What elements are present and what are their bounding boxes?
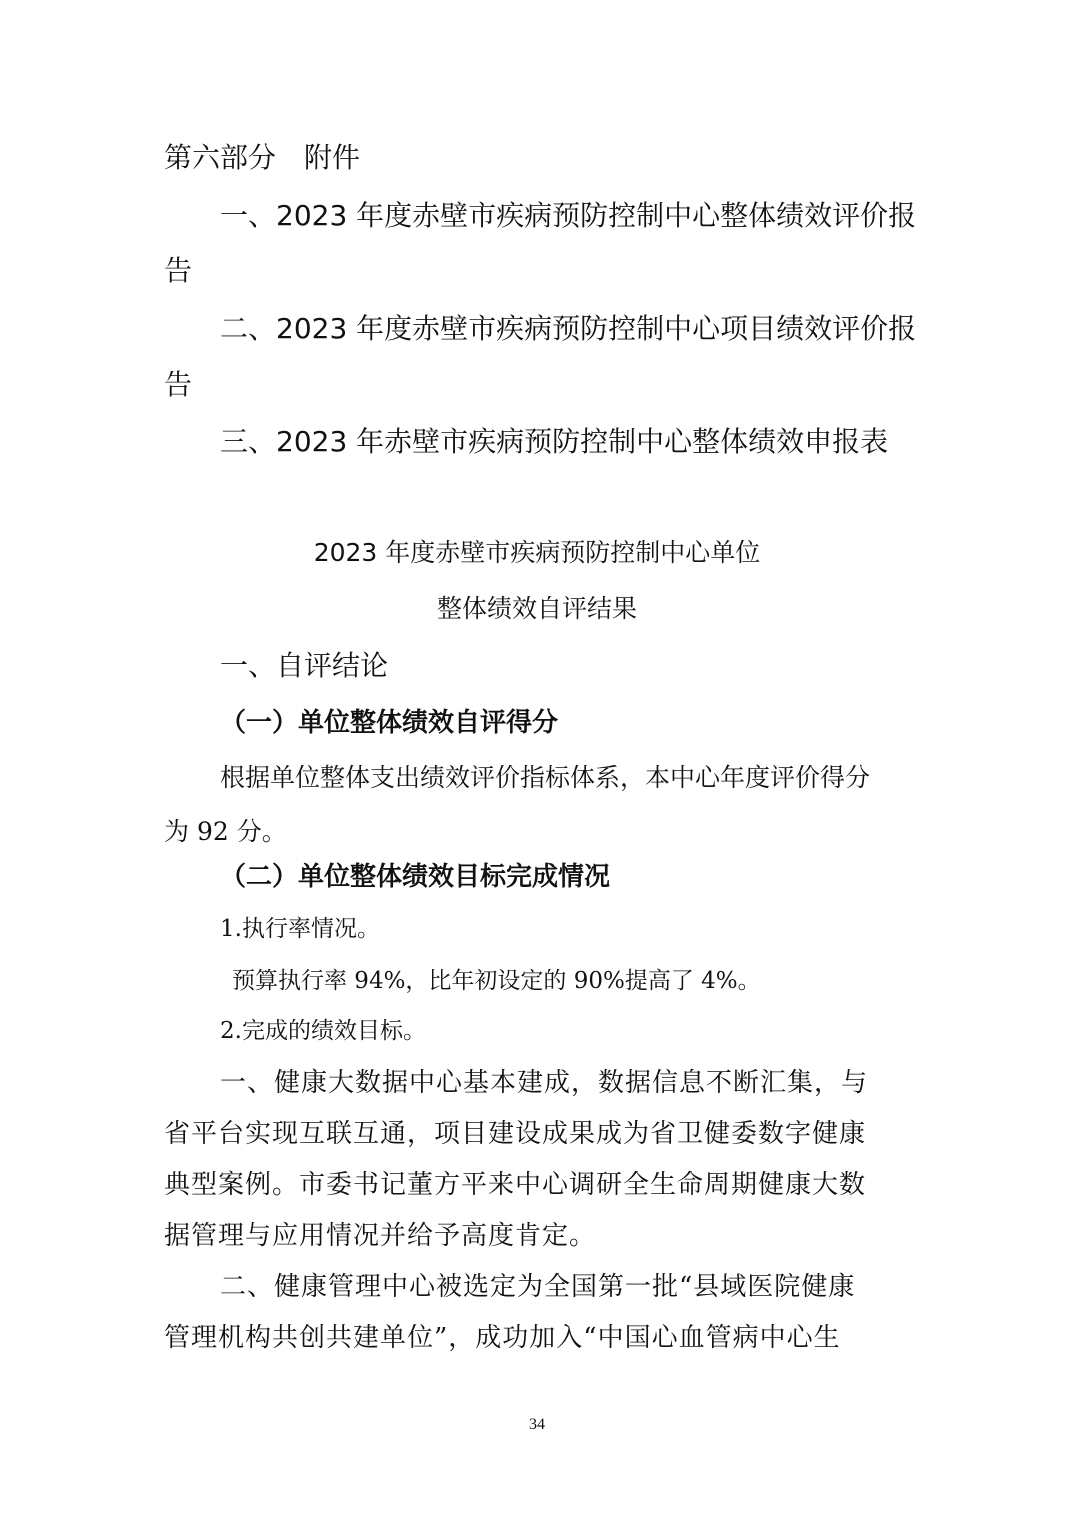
report-title-line-2: 整体绩效自评结果 xyxy=(436,594,637,623)
score-paragraph-line-2: 为 92 分。 xyxy=(164,817,287,846)
attachment-item-2-cont: 告 xyxy=(164,368,193,401)
execution-rate-text: 预算执行率 94%，比年初设定的 90%提高了 4%。 xyxy=(232,968,761,994)
attachment-item-3: 三、2023 年赤壁市疾病预防控制中心整体绩效申报表 xyxy=(220,425,889,458)
goal-paragraph-2-line-1: 二、健康管理中心被选定为全国第一批“县域医院健康 xyxy=(220,1272,856,1302)
report-title-line-1: 2023 年度赤壁市疾病预防控制中心单位 xyxy=(313,538,761,567)
subheading-score: （一）单位整体绩效自评得分 xyxy=(220,708,559,738)
score-paragraph-line-1: 根据单位整体支出绩效评价指标体系，本中心年度评价得分 xyxy=(220,763,871,792)
goal-paragraph-1-line-2: 省平台实现互联互通，项目建设成果成为省卫健委数字健康 xyxy=(164,1119,867,1149)
page-number: 34 xyxy=(529,1416,545,1433)
section-heading: 第六部分 附件 xyxy=(164,141,361,174)
attachment-item-1: 一、2023 年度赤壁市疾病预防控制中心整体绩效评价报 xyxy=(220,199,917,232)
goal-paragraph-2-line-2: 管理机构共创共建单位”，成功加入“中国心血管病中心生 xyxy=(164,1323,841,1353)
attachment-item-2: 二、2023 年度赤壁市疾病预防控制中心项目绩效评价报 xyxy=(220,312,917,345)
goal-paragraph-1-line-4: 据管理与应用情况并给予高度肯定。 xyxy=(164,1221,597,1251)
list-item-goals: 2.完成的绩效目标。 xyxy=(220,1018,426,1044)
goal-paragraph-1-line-1: 一、健康大数据中心基本建成，数据信息不断汇集，与 xyxy=(220,1068,869,1098)
subheading-goals: （二）单位整体绩效目标完成情况 xyxy=(220,862,611,892)
goal-paragraph-1-line-3: 典型案例。市委书记董方平来中心调研全生命周期健康大数 xyxy=(164,1170,867,1200)
list-item-execution: 1.执行率情况。 xyxy=(220,916,380,942)
heading-conclusion: 一、自评结论 xyxy=(220,649,389,682)
attachment-item-1-cont: 告 xyxy=(164,254,193,287)
